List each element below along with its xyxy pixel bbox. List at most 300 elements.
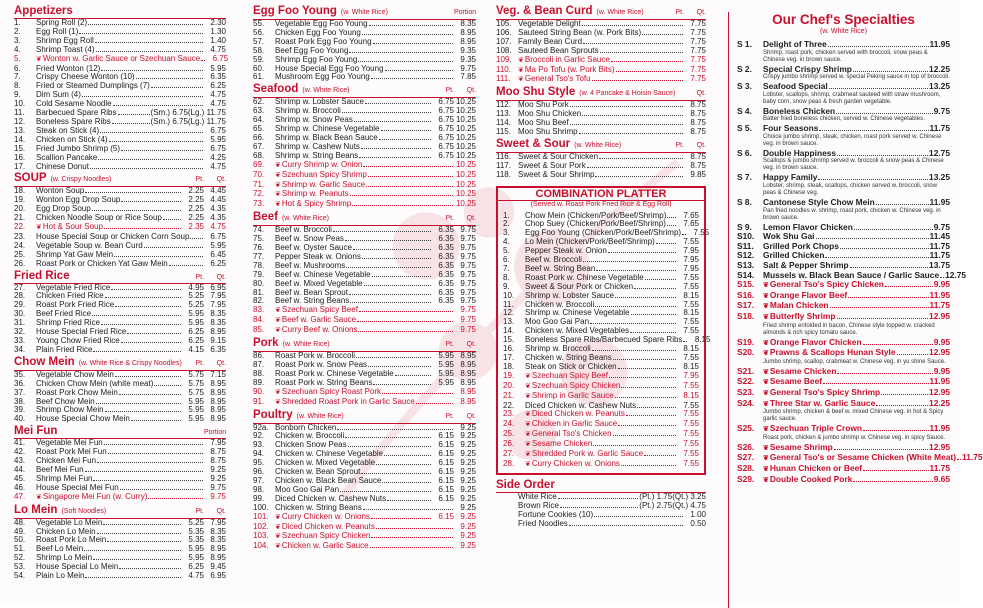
dot-leader — [365, 103, 431, 104]
item-price: 10.25 — [455, 141, 476, 151]
item-number: 11. — [14, 108, 25, 118]
section-header — [253, 337, 476, 352]
dot-leader — [337, 429, 453, 430]
section-size-headers — [432, 87, 476, 96]
dot-leader — [376, 464, 431, 465]
dot-leader — [93, 559, 181, 560]
specialty-name: ❦Malan Chicken — [763, 300, 829, 311]
item-price: 9.75 — [460, 287, 476, 297]
item-name: ❦Szechuan Spicy Roast Pork — [275, 386, 382, 396]
item-number: 8. — [503, 272, 510, 282]
item-price: 6.75 — [210, 231, 226, 241]
specialty-code: S14. — [737, 269, 755, 280]
specialty-code: S29. — [737, 473, 755, 484]
section-header — [14, 504, 226, 519]
item-name: Dim Sum (4) — [36, 90, 81, 100]
menu-item — [496, 75, 706, 85]
item-number: 27. — [14, 282, 26, 292]
dot-leader — [151, 87, 203, 88]
item-price: 5.95 — [188, 544, 204, 554]
item-number: 110. — [496, 64, 511, 74]
item-price: 4.75 — [210, 99, 226, 109]
item-name: ❦Chicken w. Garlic Sauce — [275, 541, 369, 551]
dot-leader — [345, 240, 431, 241]
specialty-code: S 5. — [737, 123, 752, 134]
specialty-item — [737, 424, 950, 435]
item-price: 5.25 — [188, 300, 204, 310]
item-number: 71. — [253, 179, 265, 189]
item-name: Vegetable Fried Rice — [36, 282, 111, 292]
item-price: 7.65 — [683, 210, 699, 220]
item-name: Cold Sesame Noodle — [36, 99, 112, 109]
specialty-description: Jumbo shrimp, scallop, crabmeat w. Chinese veg. in yu shine Sauce. — [763, 358, 946, 365]
item-name: Beef w. Chinese Vegetable — [275, 269, 371, 279]
dot-leader — [361, 473, 431, 474]
dot-leader — [615, 297, 676, 298]
item-name: Sweet & Sour Shrimp — [518, 169, 595, 179]
item-name: ❦Broccoli in Garlic Sauce — [518, 54, 610, 64]
dot-leader — [834, 449, 928, 450]
specialty-price: 11.75 — [929, 250, 950, 261]
section-title: Moo Shu Style (w. 4 Pancake & Hoisin Sauce) — [496, 86, 676, 99]
dot-leader — [131, 420, 181, 421]
combination-platter-subtitle: (Served w. Roast Pork Fried Rice & Egg Roll) — [530, 200, 672, 208]
item-price: 10.25 — [455, 106, 476, 116]
item-name: Pepper Steak w. Onion — [525, 246, 607, 256]
item-number: 38. — [14, 396, 26, 406]
item-price: 9.75 — [460, 63, 476, 73]
item-price: 7.55 — [683, 419, 699, 429]
section-size-headers — [182, 360, 226, 369]
item-price: 7.75 — [690, 27, 706, 37]
item-name: Moo Goo Gai Pan — [525, 317, 590, 327]
item-name: Egg Foo Young (Chicken/Pork/Beef/Shrimp) — [525, 228, 682, 238]
specialty-price: 11.95 — [929, 38, 950, 49]
item-price: 2.25 — [188, 213, 204, 223]
menu-column-1 — [14, 4, 229, 581]
dot-leader — [829, 88, 928, 89]
menu-item — [253, 200, 476, 210]
dot-leader — [121, 150, 203, 151]
specialty-description: Crispy jumbo shrimp served w. special Peking sauce in top of broccoli. — [763, 74, 950, 81]
item-price: 5.75 — [188, 369, 204, 379]
item-name: Chicken w. String Beans — [275, 502, 362, 512]
pepper-icon: ❦ — [275, 181, 281, 189]
item-number: 32. — [14, 327, 26, 337]
section-size-headers — [182, 274, 226, 283]
section-size-headers — [662, 9, 706, 18]
item-price: 9.75 — [460, 296, 476, 306]
specialty-code: S 1. — [737, 38, 752, 49]
item-number: 21. — [503, 390, 515, 400]
item-number: 73. — [253, 199, 265, 209]
specialty-price: 12.75 — [929, 147, 950, 158]
specialty-code: S10. — [737, 231, 755, 242]
specialty-name: ❦Orange Flavor Chicken — [763, 336, 862, 347]
item-price: 8.15 — [683, 308, 699, 318]
specialty-item — [737, 82, 950, 92]
item-price: 10.25 — [455, 115, 476, 125]
item-number: 100. — [253, 502, 269, 512]
pepper-icon: ❦ — [525, 392, 531, 400]
item-price: 6.75 — [438, 124, 454, 134]
item-price: 5.95 — [188, 553, 204, 563]
item-price: 4.95 — [188, 282, 204, 292]
item-price: 4.35 — [210, 213, 226, 223]
item-number: 104. — [253, 541, 269, 551]
item-price: 8.95 — [210, 414, 226, 424]
item-price: 7.55 — [683, 299, 699, 309]
specialty-price: 12.25 — [929, 397, 950, 408]
specialty-price: 12.95 — [929, 311, 950, 321]
dot-leader — [169, 265, 203, 266]
item-number: 61. — [253, 72, 265, 82]
menu-item — [253, 398, 476, 408]
item-number: 2. — [503, 219, 510, 229]
item-price: 9.35 — [460, 54, 476, 64]
combination-platter-box — [496, 186, 711, 475]
item-number: 92. — [253, 431, 265, 441]
item-name: Shrimp Chow Mein — [36, 405, 104, 415]
dot-leader — [368, 366, 431, 367]
menu-column-4 — [728, 4, 983, 608]
item-price: 8.95 — [210, 387, 226, 397]
item-number: 112. — [496, 100, 511, 110]
combination-platter-title: COMBINATION PLATTER — [498, 190, 704, 201]
item-name: Beef Mei Fun — [36, 464, 84, 474]
specialty-code: S11. — [737, 240, 754, 251]
item-price: 9.25 — [460, 440, 476, 450]
item-name: Egg Drop Soup — [36, 204, 91, 214]
item-price: (Lg.) 11.75 — [187, 116, 226, 126]
item-name: Shrimp w. String Beans — [275, 150, 359, 160]
item-number: 9. — [14, 90, 21, 100]
item-name: Chicken Noodle Soup or Rice Soup — [36, 213, 162, 223]
item-number: 107. — [496, 36, 512, 46]
dot-leader — [682, 234, 686, 235]
item-price: 9.85 — [690, 169, 706, 179]
dot-leader — [381, 130, 431, 131]
item-name: Shrimp w. Lobster Sauce — [525, 290, 614, 300]
item-number: 28. — [503, 458, 515, 468]
menu-item — [253, 171, 476, 181]
item-name: ❦Szechuan Spicy Chicken — [525, 380, 621, 390]
item-price: 8.75 — [690, 151, 706, 161]
item-price: (Pt.) 2.75 — [639, 500, 673, 510]
item-name: Boneless Spare Ribs/Barbecued Spare Ribs — [525, 335, 683, 345]
menu-item — [14, 346, 226, 355]
specialty-name: Wok Shu Gai — [763, 231, 815, 242]
item-name: Beef Chow Mein — [36, 396, 95, 406]
item-name: Egg Roll (1) — [36, 26, 79, 36]
side-order-section — [496, 479, 706, 529]
item-price: 9.75 — [460, 269, 476, 279]
dot-leader — [154, 385, 181, 386]
menu-section — [253, 337, 476, 407]
item-name: Shrimp Yat Gaw Mein — [36, 249, 114, 259]
specialty-code: S27. — [737, 452, 755, 463]
dot-leader — [630, 332, 676, 333]
specialty-code: S24. — [737, 397, 755, 408]
dot-leader — [93, 351, 181, 352]
item-price: 8.95 — [460, 360, 476, 369]
dot-leader — [570, 106, 683, 107]
dot-leader — [558, 498, 639, 499]
dot-leader — [85, 577, 181, 578]
item-price: 8.95 — [460, 377, 476, 387]
item-name: Chop Suey (Chicken/Pork/Beef/Shrimp) — [525, 219, 666, 229]
dot-leader — [583, 261, 676, 262]
item-price: 8.95 — [460, 36, 476, 46]
item-number: 57. — [253, 36, 265, 46]
dot-leader — [560, 507, 638, 508]
dot-leader — [384, 455, 431, 456]
specialty-price: 11.75 — [929, 300, 950, 311]
dot-leader — [82, 96, 203, 97]
menu-section — [14, 356, 226, 424]
menu-column-2 — [253, 4, 476, 552]
section-header — [496, 5, 706, 20]
section-note: (w. White Rice) — [281, 215, 329, 223]
item-name: Sweet & Sour Chicken — [518, 151, 599, 161]
specialty-name: ❦Butterfly Shrimp — [763, 311, 836, 321]
specialty-price: 9.95 — [933, 365, 950, 376]
pepper-icon: ❦ — [763, 476, 769, 484]
dot-leader — [371, 518, 431, 519]
dot-leader — [363, 166, 453, 167]
pepper-icon: ❦ — [275, 398, 281, 406]
item-price: 5.95 — [438, 368, 454, 378]
item-name: Chicken w. Black Bean Sauce — [275, 475, 382, 485]
specialty-description: Pan fried noodles w. shrimp, roast pork, chicken w. Chinese veg. in brown sauce. — [763, 207, 941, 221]
item-number: 89. — [253, 377, 265, 387]
dot-leader — [876, 204, 929, 205]
specialty-name: Boneless Chicken — [763, 105, 836, 116]
item-name: Vegetable Soup w. Bean Curd — [36, 240, 143, 250]
item-number: 76. — [253, 243, 265, 253]
specialty-name: ❦Three Star w. Garlic Sauce — [763, 397, 876, 408]
item-price: 6.15 — [438, 511, 454, 521]
pepper-icon: ❦ — [763, 314, 769, 321]
item-name: Shrimp Mei Fun — [36, 473, 93, 483]
item-price: 7.75 — [690, 74, 706, 84]
item-number: 65. — [253, 124, 265, 134]
item-name: Roast Pork w. Chinese Vegetable — [275, 368, 394, 378]
item-price: 10.25 — [455, 124, 476, 134]
dot-leader — [599, 158, 683, 159]
item-name: ❦Curry Beef w. Onions — [275, 325, 358, 335]
size-header: Portion — [454, 9, 477, 16]
item-number: 7. — [503, 263, 510, 273]
item-number: 81. — [253, 287, 265, 297]
item-number: 27. — [503, 449, 515, 459]
item-price: 6.15 — [438, 431, 454, 441]
item-number: 15. — [14, 143, 26, 153]
specialty-description: Batter fried boneless chicken, served w. Chinese vegetables. — [763, 116, 925, 123]
item-number: 18. — [503, 361, 515, 371]
item-number: 93. — [253, 440, 265, 450]
item-price: 5.35 — [188, 526, 204, 536]
specialty-price: 11.95 — [929, 197, 950, 208]
item-number: 115. — [496, 127, 511, 137]
item-price: 9.75 — [460, 278, 476, 288]
specialty-item — [737, 388, 950, 399]
item-number: 15. — [503, 335, 515, 345]
specialty-item — [737, 65, 950, 75]
dot-leader — [348, 446, 431, 447]
section-title: Appetizers — [14, 5, 73, 17]
item-price: 7.55 — [683, 237, 699, 247]
dot-leader — [618, 368, 676, 369]
section-note: (w. White Rice) — [282, 341, 330, 349]
dot-leader — [582, 115, 683, 116]
item-number: 91. — [253, 396, 265, 406]
item-number: 101. — [253, 511, 269, 521]
dot-leader — [582, 25, 683, 26]
item-number: 92a. — [253, 422, 269, 432]
dot-leader — [876, 405, 928, 406]
specialty-code: S19. — [737, 336, 755, 347]
item-price: 6.35 — [210, 344, 226, 354]
section-size-headers — [684, 90, 706, 99]
item-number: 1. — [503, 210, 510, 220]
item-price: 10.25 — [455, 150, 476, 160]
item-price: 9.25 — [460, 493, 476, 503]
item-number: 105. — [496, 19, 512, 28]
dot-leader — [642, 34, 683, 35]
item-price: 7.75 — [690, 36, 706, 46]
dot-leader — [361, 148, 431, 149]
item-name: Vegetable Mei Fun — [36, 438, 103, 448]
item-name: Sauteed Bean Sprouts — [518, 45, 599, 55]
section-header — [496, 479, 706, 493]
item-name: Fried Wonton (12) — [36, 63, 101, 73]
item-number: 95. — [253, 458, 265, 468]
item-number: 118. — [496, 169, 511, 179]
item-price: 5.95 — [210, 134, 226, 144]
item-name: Young Chow Fried Rice — [36, 336, 120, 345]
specialty-price: 12.95 — [929, 386, 950, 397]
section-title: Side Order — [496, 478, 555, 491]
item-price: 1.40 — [210, 35, 226, 45]
item-name: Roast Pork Mei Fun — [36, 447, 107, 457]
item-number: 39. — [14, 405, 26, 415]
dot-leader — [115, 306, 181, 307]
dot-leader — [95, 42, 203, 43]
item-name: Barbecued Spare Ribs — [36, 108, 117, 118]
menu-section — [496, 5, 706, 85]
pepper-icon: ❦ — [36, 493, 42, 501]
item-price: 9.25 — [460, 484, 476, 494]
item-price: 8.35 — [460, 19, 476, 28]
item-price: (Pt.) 1.75 — [639, 491, 673, 501]
dot-leader — [850, 267, 928, 268]
dot-leader — [376, 528, 453, 529]
dot-leader — [121, 342, 181, 343]
item-number: 20. — [503, 380, 515, 390]
section-title: Egg Foo Young (w. White Rice) — [253, 5, 388, 17]
item-price: 8.35 — [210, 318, 226, 328]
pepper-icon: ❦ — [763, 303, 769, 311]
dot-leader — [416, 403, 453, 404]
item-price: 9.25 — [460, 502, 476, 512]
dot-leader — [816, 238, 929, 239]
item-price: 8.95 — [460, 368, 476, 378]
item-price: 6.75 — [212, 53, 229, 63]
item-name: Wonton Egg Drop Soup — [36, 195, 121, 205]
item-number: 46. — [14, 482, 26, 492]
item-price: 8.15 — [683, 390, 699, 400]
item-number: 22. — [14, 222, 26, 232]
item-price: 8.95 — [460, 396, 476, 406]
pepper-icon: ❦ — [36, 55, 42, 63]
section-title: Fried Rice — [14, 269, 70, 282]
dot-leader — [105, 297, 181, 298]
item-number: 106. — [496, 27, 512, 37]
chef-specialties-note: (w. White Rice) — [819, 28, 868, 35]
item-price: 2.25 — [188, 195, 204, 205]
dot-leader — [90, 168, 203, 169]
menu-item — [14, 163, 226, 172]
item-name: ❦Szechuan Spicy Chicken — [275, 531, 371, 541]
menu-item — [14, 415, 226, 424]
item-number: 88. — [253, 368, 265, 378]
item-price: 8.95 — [460, 351, 476, 361]
menu-item — [14, 260, 226, 269]
item-price: 4.75 — [188, 571, 204, 581]
item-number: 79. — [253, 269, 265, 279]
item-price: 7.75 — [690, 19, 706, 28]
item-number: 97. — [253, 475, 265, 485]
item-price: 5.95 — [188, 309, 204, 319]
specialty-code: S23. — [737, 386, 755, 397]
menu-section — [496, 86, 706, 137]
item-number: 74. — [253, 225, 265, 235]
item-number: 17. — [14, 161, 26, 171]
section-note: (Soft Noodles) — [61, 507, 107, 515]
item-name: ❦Shrimp in Garlic Sauce — [525, 390, 614, 400]
specialty-code: S 4. — [737, 105, 752, 116]
item-name: Sweet & Sour Pork or Chicken — [525, 281, 634, 291]
dot-leader — [569, 525, 683, 526]
menu-section — [496, 138, 706, 180]
item-name: Chicken Egg Foo Young — [275, 27, 361, 37]
item-name: Beef w. Snow Peas — [275, 234, 344, 244]
specialty-price: 13.25 — [929, 172, 950, 183]
menu-section — [253, 83, 476, 210]
item-name: Moo Shu Shrimp — [518, 127, 578, 137]
item-price: 6.25 — [210, 258, 226, 268]
item-price: 1.00 — [690, 509, 706, 519]
specialty-description: Lobster, scallops, shrimp, crabmeat sauteed with straw mushroom, baby corn, snow peas & fresh garden vegetable. — [763, 91, 941, 105]
item-number: 28. — [14, 291, 26, 301]
dot-leader — [356, 357, 431, 358]
pepper-icon: ❦ — [763, 426, 769, 434]
item-price: 8.95 — [210, 327, 226, 337]
pepper-icon: ❦ — [36, 224, 42, 232]
size-header: Pt. — [445, 412, 454, 420]
size-header: Pt. — [445, 341, 454, 349]
item-number: 58. — [253, 45, 265, 55]
dot-leader — [88, 24, 203, 25]
specialty-item — [737, 173, 950, 183]
specialty-name: Cantonese Style Chow Mein — [763, 197, 875, 208]
item-name: Chicken w. Broccoli — [275, 431, 345, 441]
item-price: 4.75 — [210, 222, 226, 232]
specialty-name: ❦Sesame Shrimp — [763, 441, 833, 452]
dot-leader — [885, 286, 933, 287]
item-number: 35. — [14, 369, 26, 379]
